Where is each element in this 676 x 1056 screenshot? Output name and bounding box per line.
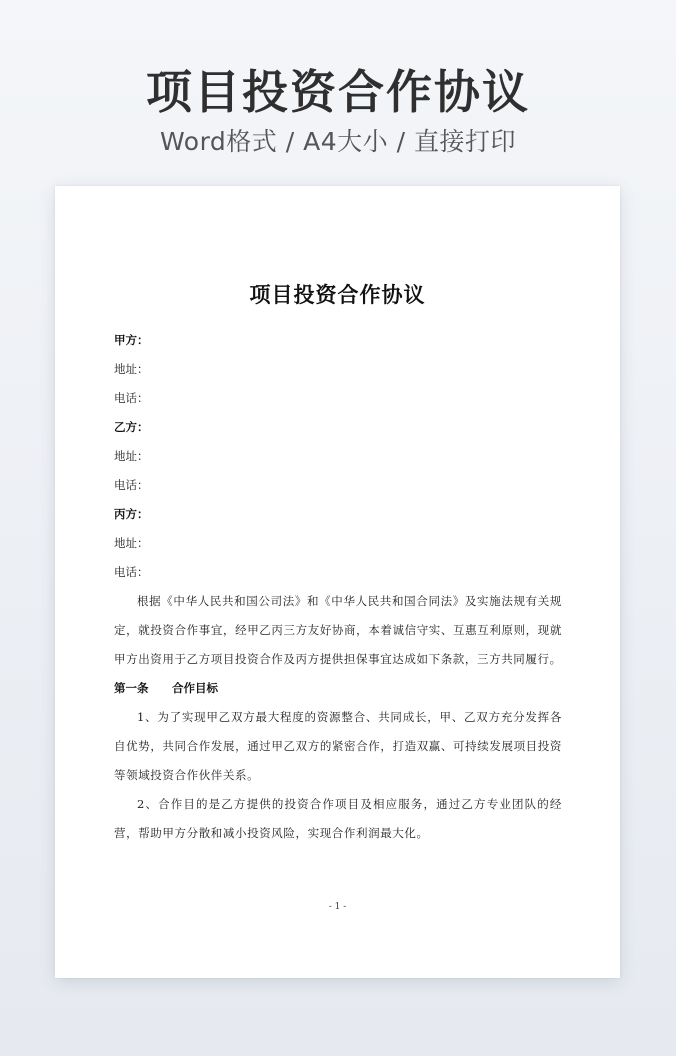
party-label: 乙方：	[114, 420, 149, 434]
page-number: - 1 -	[328, 902, 347, 912]
phone-label: 电话：	[114, 391, 149, 405]
party-info-block	[114, 326, 562, 587]
banner	[0, 62, 676, 160]
banner-title: 项目投资合作协议	[146, 65, 530, 119]
intro-paragraph: 根据《中华人民共和国公司法》和《中华人民共和国合同法》及实施法规有关规定，就投资合作事宜，经甲乙丙三方友好协商，本着诚信守实、互惠互利原则，现就甲方出资用于乙方项目投资合作及丙方提供担保事宜达成如下条款，三方共同履行。	[114, 594, 562, 666]
address-label: 地址：	[114, 362, 149, 376]
article-title: 合作目标	[172, 681, 218, 695]
article-paragraph-1: 1、为了实现甲乙双方最大程度的资源整合、共同成长，甲、乙双方充分发挥各自优势，共同合作发展，通过甲乙双方的紧密合作，打造双赢、可持续发展项目投资等领域投资合作伙伴关系。	[114, 710, 562, 782]
address-label: 地址：	[114, 449, 149, 463]
banner-subtitle: Word格式 / A4大小 / 直接打印	[160, 127, 516, 156]
document-page	[55, 186, 620, 978]
article-paragraph-2: 2、合作目的是乙方提供的投资合作项目及相应服务，通过乙方专业团队的经营，帮助甲方分散和减小投资风险，实现合作利润最大化。	[114, 797, 562, 840]
article-number: 第一条	[114, 681, 149, 695]
party-label: 丙方：	[114, 507, 149, 521]
phone-label: 电话：	[114, 565, 149, 579]
phone-label: 电话：	[114, 478, 149, 492]
document-title: 项目投资合作协议	[249, 282, 426, 307]
address-label: 地址：	[114, 536, 149, 550]
party-label: 甲方：	[114, 333, 149, 347]
document-body	[114, 326, 562, 848]
article-heading	[114, 674, 562, 703]
